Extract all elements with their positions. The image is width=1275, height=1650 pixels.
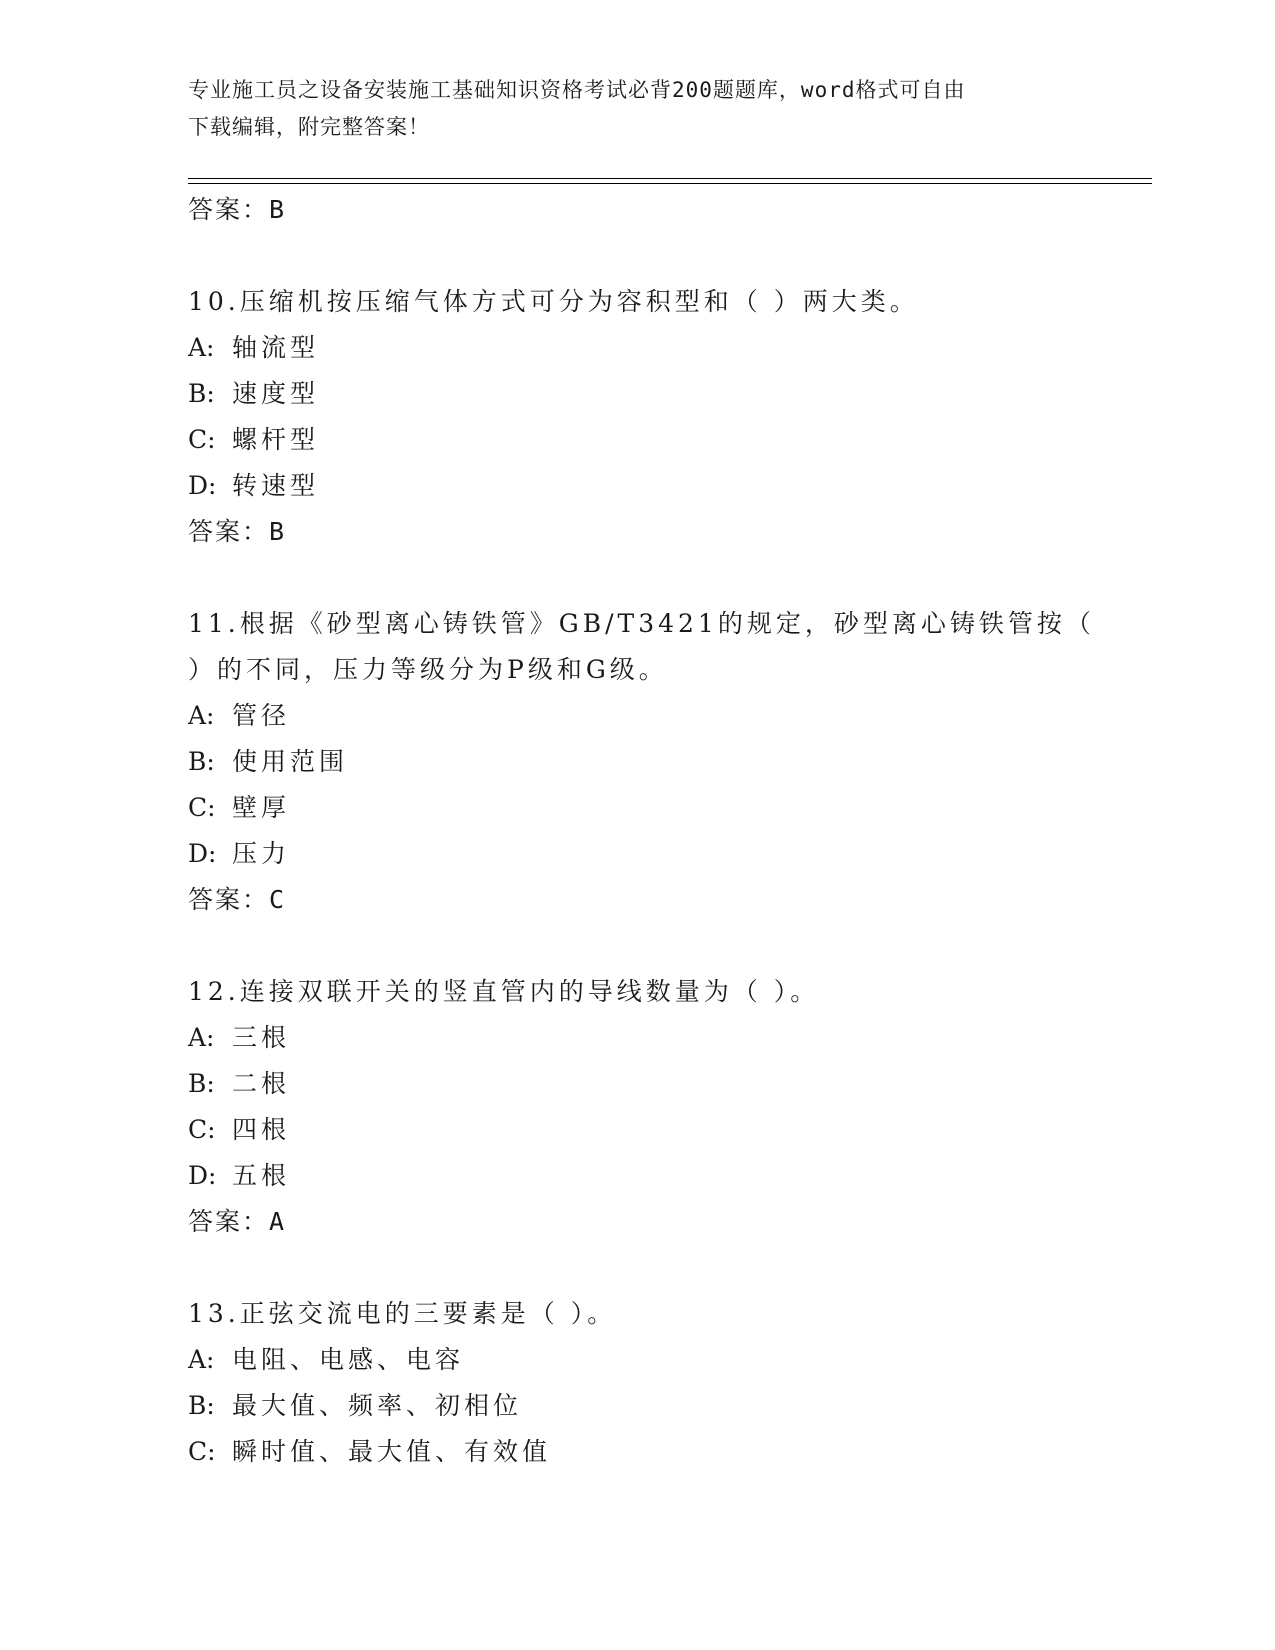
answer-line: 答案：B xyxy=(188,517,287,546)
option-a: A: 三根 xyxy=(188,1023,291,1052)
header-line-1: 专业施工员之设备安装施工基础知识资格考试必背200题题库，word格式可自由 xyxy=(188,78,966,102)
answer-line: 答案：C xyxy=(188,885,287,914)
header-line-2: 下载编辑，附完整答案！ xyxy=(188,115,430,139)
question-text: 13.正弦交流电的三要素是（ ）。 xyxy=(188,1299,617,1328)
option-c: C: 壁厚 xyxy=(188,793,291,822)
option-d: D: 五根 xyxy=(188,1161,291,1190)
option-b: B: 最大值、频率、初相位 xyxy=(188,1391,523,1420)
question-text-continued: ）的不同，压力等级分为P级和G级。 xyxy=(188,655,668,684)
question-text: 11.根据《砂型离心铸铁管》GB/T3421的规定，砂型离心铸铁管按（ xyxy=(188,609,1095,638)
option-c: C: 瞬时值、最大值、有效值 xyxy=(188,1437,552,1466)
document-header xyxy=(188,72,1078,146)
spacer xyxy=(188,1245,1088,1291)
option-a: A: 管径 xyxy=(188,701,291,730)
option-d: D: 转速型 xyxy=(188,471,320,500)
question-block xyxy=(188,279,1088,555)
question-block xyxy=(188,1291,1088,1475)
option-a: A: 轴流型 xyxy=(188,333,320,362)
option-d: D: 压力 xyxy=(188,839,291,868)
header-divider-bottom xyxy=(188,183,1152,184)
option-a: A: 电阻、电感、电容 xyxy=(188,1345,465,1374)
question-block xyxy=(188,601,1095,923)
answer-line: 答案：B xyxy=(188,195,287,224)
option-b: B: 二根 xyxy=(188,1069,291,1098)
option-c: C: 螺杆型 xyxy=(188,425,320,454)
spacer xyxy=(188,555,1088,601)
header-divider-top xyxy=(188,178,1152,179)
option-c: C: 四根 xyxy=(188,1115,291,1144)
question-text: 10.压缩机按压缩气体方式可分为容积型和（ ）两大类。 xyxy=(188,287,919,316)
question-block xyxy=(188,969,1088,1245)
spacer xyxy=(188,233,1088,279)
option-b: B: 速度型 xyxy=(188,379,320,408)
answer-line: 答案：A xyxy=(188,1207,287,1236)
question-text: 12.连接双联开关的竖直管内的导线数量为（ ）。 xyxy=(188,977,820,1006)
option-b: B: 使用范围 xyxy=(188,747,349,776)
question-list xyxy=(188,187,1095,1475)
spacer xyxy=(188,923,1088,969)
